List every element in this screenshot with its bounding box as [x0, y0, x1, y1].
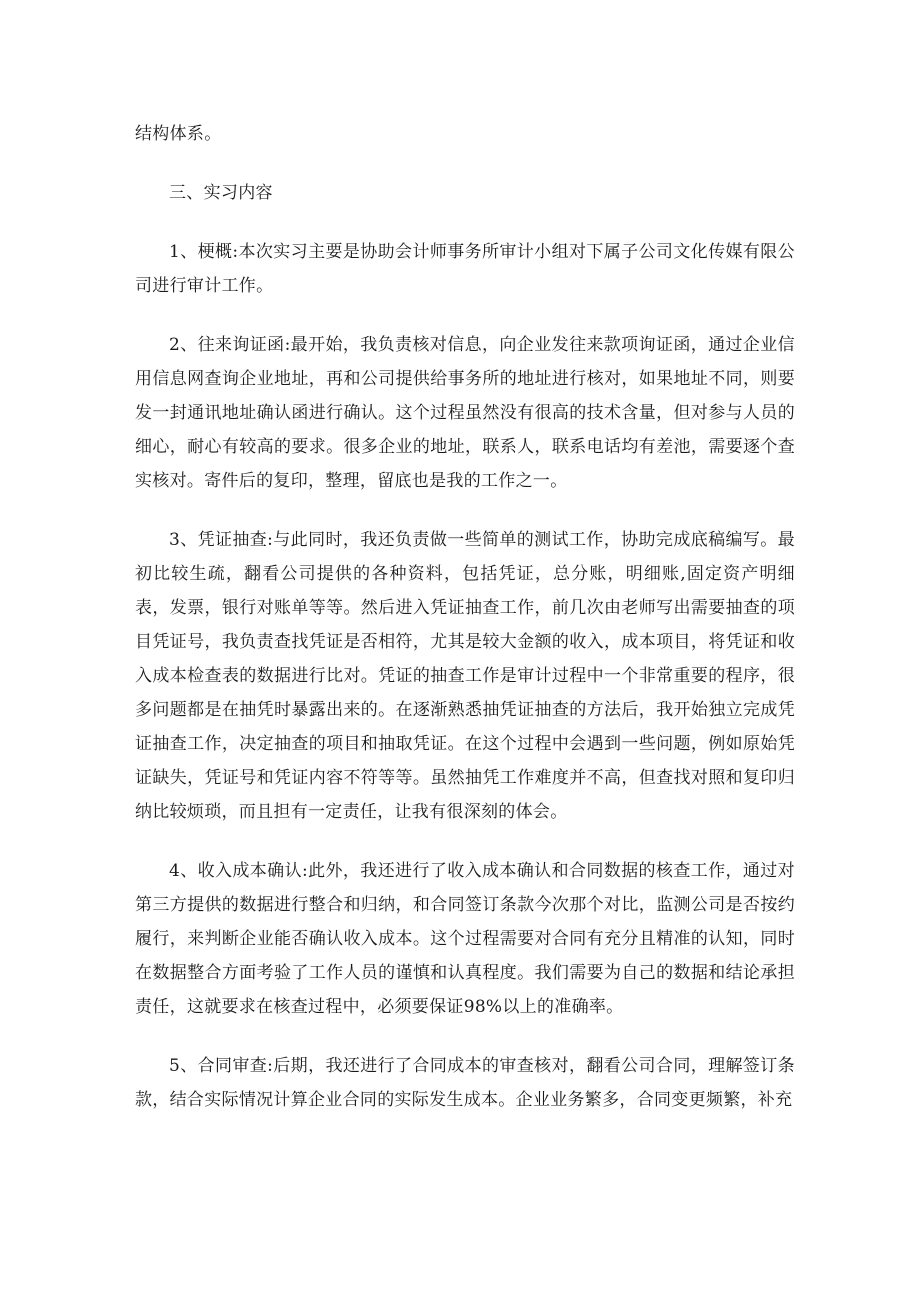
- paragraph-structure-end: 结构体系。: [135, 124, 222, 144]
- paragraph-overview: 1、梗概:本次实习主要是协助会计师事务所审计小组对下属子公司文化传媒有限公司进行审计工作。: [135, 242, 795, 296]
- section-heading-internship-content: 三、实习内容: [169, 183, 273, 203]
- paragraph-voucher-sampling: 3、凭证抽查:与此同时，我还负责做一些简单的测试工作，协助完成底稿编写。最初比较生疏，翻看公司提供的各种资料，包括凭证，总分账，明细账,固定资产明细表，发票，银行对账单等等。然后进入凭证抽查工作，前几次由老师写出需要抽查的项目凭证号，我负责查找凭证是否相符，尤其是较大金额的收入，成本项目，将凭证和收入成本检查表的数据进行比对。凭证的抽查工作是审计过程中一个非常重要的程序，很多问题都是在抽凭时暴露出来的。在逐渐熟悉抽凭证抽查的方法后，我开始独立完成凭证抽查工作，决定抽查的项目和抽取凭证。在这个过程中会遇到一些问题，例如原始凭证缺失，凭证号和凭证内容不符等等。虽然抽凭工作难度并不高，但查找对照和复印归纳比较烦琐，而且担有一定责任，让我有很深刻的体会。: [135, 530, 795, 822]
- paragraph-contract-review: 5、合同审查:后期，我还进行了合同成本的审查核对，翻看公司合同，理解签订条款，结合实际情况计算企业合同的实际发生成本。企业业务繁多，合同变更频繁，补充: [135, 1056, 795, 1110]
- paragraph-confirmation-letters: 2、往来询证函:最开始，我负责核对信息，向企业发往来款项询证函，通过企业信用信息网查询企业地址，再和公司提供给事务所的地址进行核对，如果地址不同，则要发一封通讯地址确认函进行确认。这个过程虽然没有很高的技术含量，但对参与人员的细心，耐心有较高的要求。很多企业的地址，联系人，联系电话均有差池，需要逐个查实核对。寄件后的复印，整理，留底也是我的工作之一。: [135, 335, 795, 491]
- document-body: [135, 117, 795, 1142]
- paragraph-revenue-cost-confirmation: 4、收入成本确认:此外，我还进行了收入成本确认和合同数据的核查工作，通过对第三方提供的数据进行整合和归纳，和合同签订条款今次那个对比，监测公司是否按约履行，来判断企业能否确认收入成本。这个过程需要对合同有充分且精准的认知，同时在数据整合方面考验了工作人员的谨慎和认真程度。我们需要为自己的数据和结论承担责任，这就要求在核查过程中，必须要保证98%以上的准确率。: [135, 861, 795, 1017]
